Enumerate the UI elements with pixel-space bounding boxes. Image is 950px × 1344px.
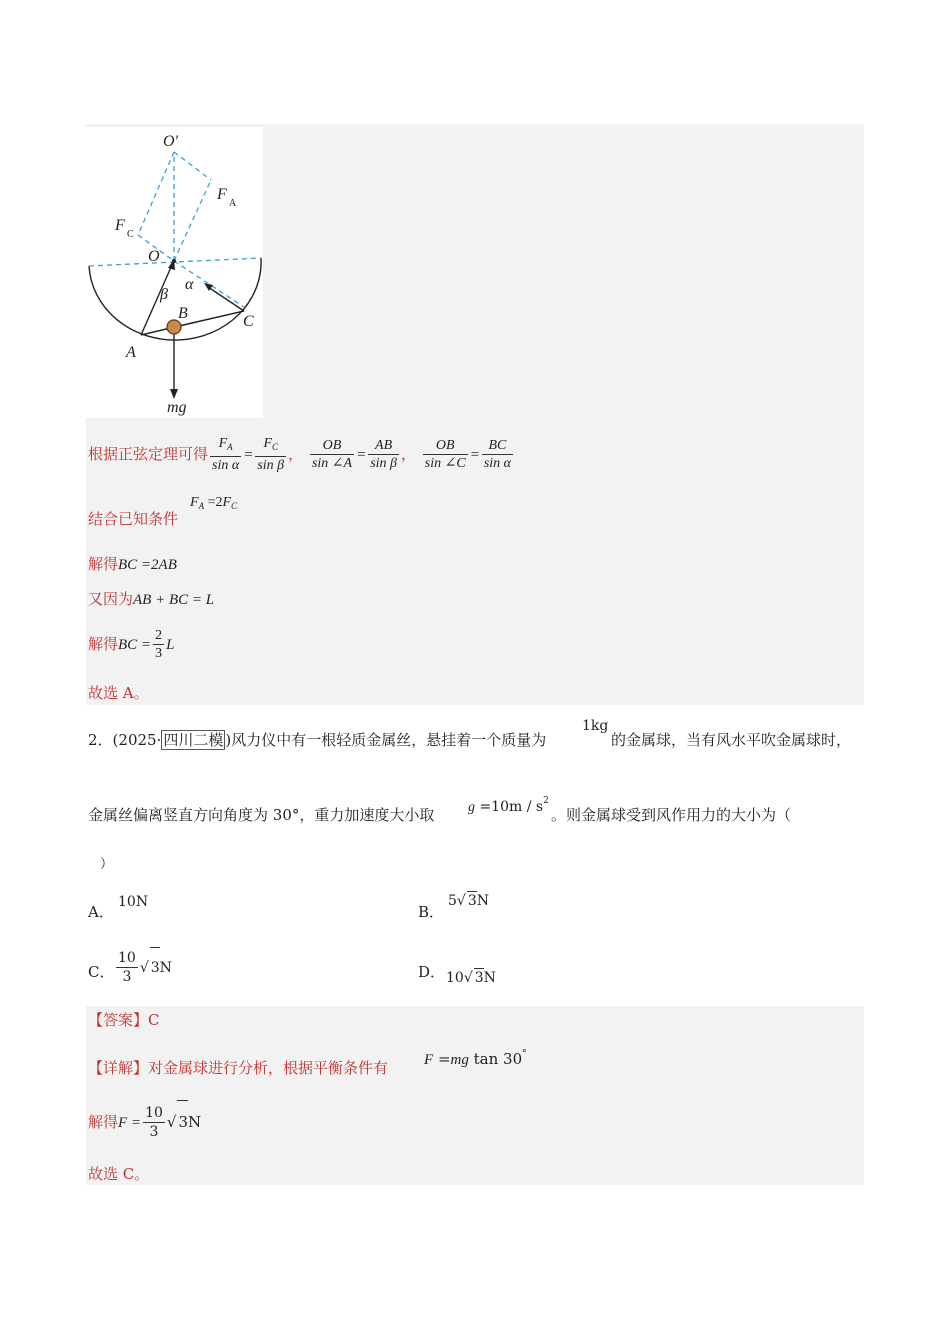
- option-d[interactable]: D．: [418, 963, 446, 981]
- svg-text:F: F: [217, 186, 227, 203]
- solve-bc-fraction-line: 解得BC = $\frac{2}{3}$ L: [88, 628, 175, 661]
- mass-value: 1kg: [582, 718, 609, 734]
- svg-text:F: F: [115, 217, 125, 234]
- label-c: C: [243, 313, 254, 330]
- ball: [167, 320, 181, 334]
- gravity-value: $g =10m / s^2$: [468, 796, 549, 815]
- solve-f-line: 解得F = $\frac{10}{3}$ √ 3N: [88, 1100, 201, 1144]
- option-c-value: $\frac{10}{3}$ √ 3N: [114, 947, 172, 988]
- force-diagram-svg: [86, 127, 263, 418]
- known-condition-line: 结合已知条件: [88, 510, 179, 528]
- label-mg: mg: [167, 399, 187, 416]
- force-diagram: [86, 127, 263, 418]
- solution-2-background: [86, 1006, 864, 1185]
- known-condition-math: $F_A =2F_C$: [190, 495, 238, 511]
- label-b: B: [178, 305, 188, 322]
- label-o: O: [148, 248, 160, 265]
- choose-a-line: 故选 A。: [88, 684, 149, 702]
- question-2-line-2: 金属丝偏离竖直方向角度为 30°，重力加速度大小取: [88, 806, 435, 824]
- detail-math: F =mg tan 30°: [424, 1049, 527, 1068]
- detail-line: 【详解】对金属球进行分析，根据平衡条件有: [88, 1059, 389, 1077]
- question-2-line-1: 2．(2025· 四川二模 )风力仪中有一根轻质金属丝，悬挂着一个质量为: [88, 731, 547, 749]
- label-a: A: [126, 344, 136, 361]
- question-2-paren: ）: [100, 857, 114, 872]
- source-tag: 四川二模: [163, 731, 224, 749]
- option-d-value: 10√ 3N: [446, 970, 496, 986]
- option-a[interactable]: A．: [88, 903, 114, 921]
- svg-text:C: C: [127, 229, 134, 240]
- option-c[interactable]: C．: [88, 963, 115, 981]
- option-b-value: 5√ 3N: [448, 893, 490, 909]
- because-line: 又因为AB + BC = L: [88, 590, 215, 608]
- question-2-line-1-end: 的金属球，当有风水平吹金属球时，: [611, 731, 852, 749]
- label-o-prime: O′: [163, 133, 179, 150]
- option-b[interactable]: B．: [418, 903, 445, 921]
- svg-text:A: A: [229, 198, 237, 209]
- answer-line: 【答案】C: [88, 1011, 160, 1029]
- option-a-value: 10N: [118, 894, 149, 910]
- question-2-line-2-end: 。则金属球受到风作用力的大小为（: [551, 806, 792, 824]
- choose-c-line: 故选 C。: [88, 1165, 150, 1183]
- label-alpha: α: [185, 276, 194, 293]
- label-beta: β: [160, 286, 168, 303]
- solve-bc-line: 解得BC =2AB: [88, 555, 177, 573]
- sine-law-line: 根据正弦定理可得 $\frac{F_A}{\text{sin α}}$ = $\frac{F_C}{\text{sin β}}$ ， $\frac{OB}{\sin \angle A}$ = $\frac{AB}{\text{sin β}}$ ， $\frac{OB}{\sin \angle C}$ = $\frac{BC}{\text{sin α}}$: [88, 436, 512, 473]
